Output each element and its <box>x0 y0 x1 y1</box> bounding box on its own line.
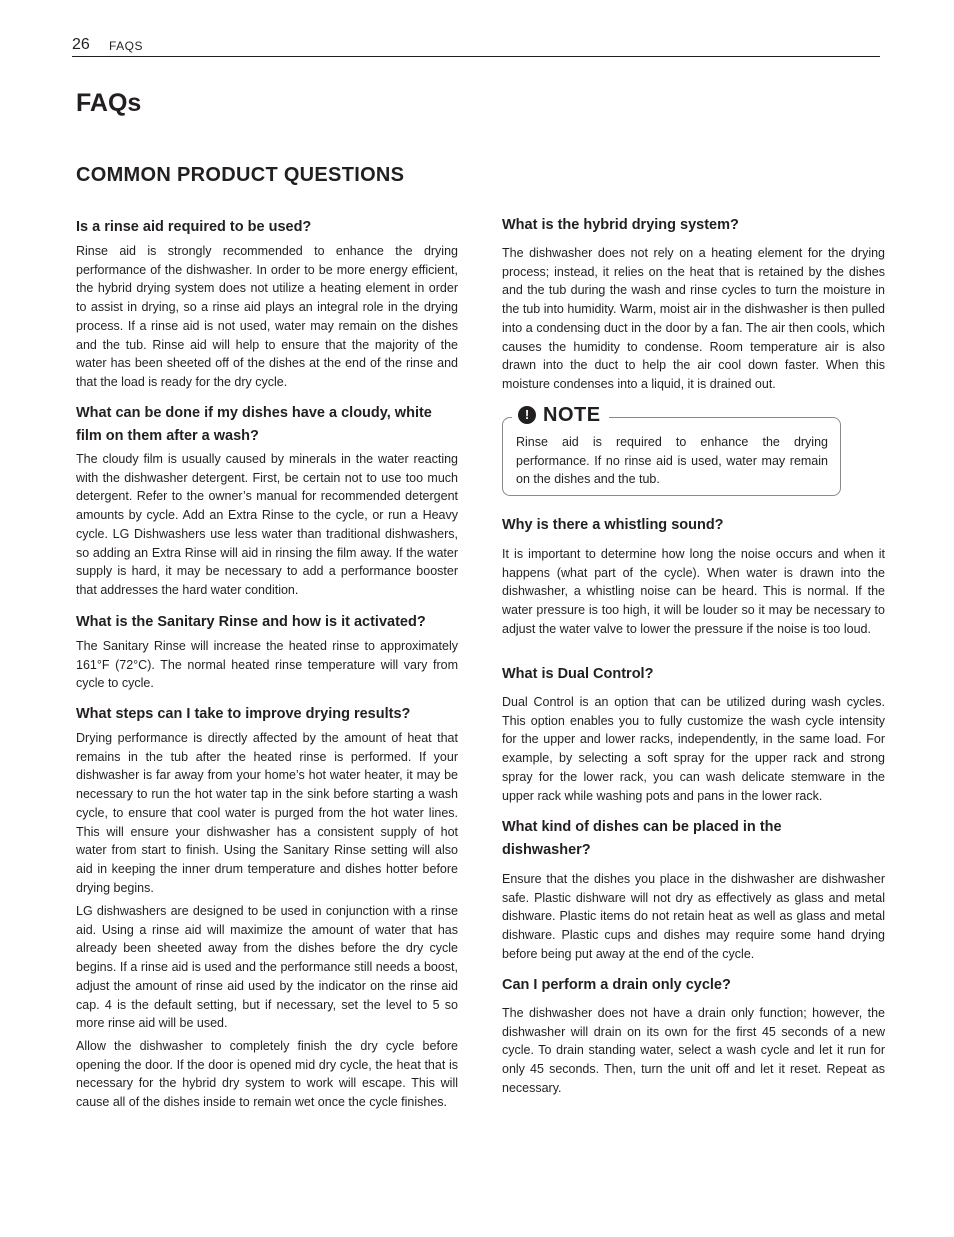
answer-cloudy-film: The cloudy film is usually caused by minerals in the water reacting with the dishwasher detergent. First, be certain not to use too much detergent. Refer to the owner’s manual for recommended detergent amounts by cycle. Add an Extra Rinse to the cycle, or run a Heavy cycle. LG Dishwashers use less water than traditional dishwashers, so adding an Extra Rinse will aid in rinsing the film away. If the water supply is hard, it may be necessary to add a performance booster that addresses the hard water condition. <box>76 452 458 597</box>
question-dual-control: What is Dual Control? <box>502 666 654 682</box>
note-heading <box>512 402 609 428</box>
section-title: COMMON PRODUCT QUESTIONS <box>76 164 405 186</box>
note-label: NOTE <box>543 404 601 426</box>
answer-sanitary-rinse: The Sanitary Rinse will increase the heated rinse to approximately 161°F (72°C). The normal heated rinse temperature will vary from cycle to cycle. <box>76 639 458 691</box>
page-number: 26 <box>72 36 90 53</box>
answer-drying-results-p2: LG dishwashers are designed to be used in conjunction with a rinse aid. Using a rinse aid will maximize the amount of water that has already been sheeted away from the dishes before the dry cycle begins. If a rinse aid is used and the performance still needs a boost, adjust the amount of rinse aid used by the indicator on the rinse aid cap. 4 is the default setting, but if necessary, set the level to 5 so more rinse aid will be used. <box>76 904 458 1031</box>
note-text: Rinse aid is required to enhance the drying performance. If no rinse aid is used, water may remain on the dishes and the tub. <box>516 435 828 487</box>
question-drying-results: What steps can I take to improve drying results? <box>76 706 411 722</box>
question-cloudy-film: What can be done if my dishes have a cloudy, white film on them after a wash? <box>76 405 432 444</box>
question-dish-types: What kind of dishes can be placed in the dishwasher? <box>502 819 782 858</box>
answer-dual-control: Dual Control is an option that can be utilized during wash cycles. This option enables you to fully customize the wash cycle intensity for the upper and lower racks, independently, in the same load. For example, by selecting a soft spray for the upper rack and strong spray for the lower rack, you can wash delicate stemware in the upper rack while washing pots and pans in the lower rack. <box>502 695 885 803</box>
header-section-name: FAQS <box>109 39 144 53</box>
question-hybrid-drying: What is the hybrid drying system? <box>502 217 739 233</box>
page-title: FAQs <box>76 89 142 117</box>
answer-dish-types: Ensure that the dishes you place in the dishwasher are dishwasher safe. Plastic dishware will not dry as effectively as glass and metal dishware. Plastic items do not retain heat as well as glass and metal dishware. Plastic cups and dishes may require some hand drying before being put away at the end of the cycle. <box>502 872 885 961</box>
page-header <box>72 36 880 57</box>
exclamation-icon: ! <box>518 406 536 424</box>
answer-whistling-sound: It is important to determine how long the noise occurs and when it happens (what part of the cycle). When water is drawn into the dishwasher, a whistling noise can be heard. This is normal. If the water pressure is too high, it will be louder so it may be necessary to adjust the water valve to lower the pressure if the noise is too loud. <box>502 547 885 636</box>
question-sanitary-rinse: What is the Sanitary Rinse and how is it activated? <box>76 614 426 630</box>
question-rinse-aid: Is a rinse aid required to be used? <box>76 219 312 235</box>
question-drain-only: Can I perform a drain only cycle? <box>502 977 731 993</box>
answer-drain-only: The dishwasher does not have a drain only function; however, the dishwasher will drain on its own for the first 45 seconds of a new cycle. To drain standing water, select a wash cycle and let it run for only 45 seconds. Then, turn the unit off and let it reset. Repeat as necessary. <box>502 1006 885 1095</box>
answer-hybrid-drying: The dishwasher does not rely on a heating element for the drying process; instead, it relies on the heat that is retained by the dishes and the tub during the wash and rinse cycles to turn the moisture in the tub into humidity. Warm, moist air in the dishwasher is then pulled into a condensing duct in the door by a fan. The air then cools, which causes the humidity to condense. Room temperature air is also drawn into the duct to help the air cool down faster. When this moisture condenses into a liquid, it is drained out. <box>502 246 885 391</box>
question-whistling-sound: Why is there a whistling sound? <box>502 517 724 533</box>
answer-rinse-aid: Rinse aid is strongly recommended to enhance the drying performance of the dishwasher. In order to be more energy efficient, the hybrid drying system does not utilize a heating element in order to assist in drying, so a rinse aid plays an integral role in the drying process. If a rinse aid is not used, water may remain on the dishes and the tub. Rinse aid will help to ensure that the majority of the water has been sheeted off of the dishes at the end of the rinse and that the load is ready for the dry cycle. <box>76 244 458 389</box>
answer-drying-results-p1: Drying performance is directly affected by the amount of heat that remains in the tub after the heated rinse is performed. If your dishwasher is far away from your home’s hot water heater, it may be necessary to run the hot water tap in the sink before starting a wash cycle, to ensure that cool water is purged from the hot water lines. This will ensure your dishwasher has a consistent supply of hot water from start to finish. Using the Sanitary Rinse setting will also aid in keeping the inner drum temperature and dishes hotter before drying begins. <box>76 731 458 895</box>
answer-drying-results-p3: Allow the dishwasher to completely finish the dry cycle before opening the door. If the door is opened mid dry cycle, the heat that is necessary for the hybrid dry system to work will escape. This will cause all of the dishes inside to remain wet once the cycle finishes. <box>76 1039 458 1110</box>
